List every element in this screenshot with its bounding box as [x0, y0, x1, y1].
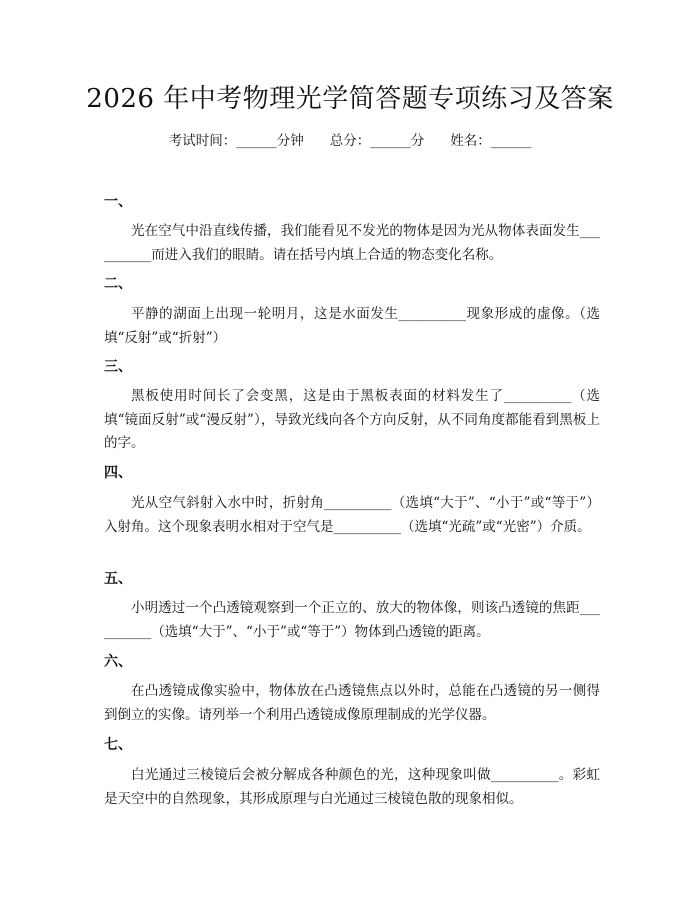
- exam-info: [0, 131, 700, 151]
- question-number: 四、: [104, 465, 132, 481]
- question-number: 五、: [104, 571, 132, 587]
- question-text: 平静的湖面上出现一轮明月，这是水面发生__________现象形成的虚像。（选填“反射”或“折射”）: [104, 306, 600, 346]
- question-text: 光在空气中沿直线传播，我们能看见不发光的物体是因为光从物体表面发生__________而进入我们的眼睛。请在括号内填上合适的物态变化名称。: [104, 223, 600, 263]
- question-text: 光从空气斜射入水中时，折射角__________（选填“大于”、“小于”或“等于”）入射角。这个现象表明水相对于空气是__________（选填“光疏”或“光密”）介质。: [104, 495, 600, 535]
- question-number: 七、: [104, 737, 132, 753]
- question-text: 小明透过一个凸透镜观察到一个正立的、放大的物体像，则该凸透镜的焦距__________（选填“大于”、“小于”或“等于”）物体到凸透镜的距离。: [104, 600, 600, 640]
- question-number: 一、: [104, 194, 132, 210]
- question-text: 白光通过三棱镜后会被分解成各种颜色的光，这种现象叫做__________。彩虹是天空中的自然现象，其形成原理与白光通过三棱镜色散的现象相似。: [104, 767, 600, 807]
- total-score-field: 总分：______分: [329, 133, 425, 149]
- name-field: 姓名：______: [450, 133, 532, 149]
- exam-time-field: 考试时间：______分钟: [168, 133, 304, 149]
- question-number: 三、: [104, 359, 132, 375]
- question-number: 二、: [104, 276, 132, 292]
- page-title: 2026 年中考物理光学简答题专项练习及答案: [86, 84, 614, 114]
- question-text: 黑板使用时间长了会变黑，这是由于黑板表面的材料发生了__________（选填“镜面反射”或“漫反射”），导致光线向各个方向反射，从不同角度都能看到黑板上的字。: [104, 388, 600, 451]
- question-text: 在凸透镜成像实验中，物体放在凸透镜焦点以外时，总能在凸透镜的另一侧得到倒立的实像。请列举一个利用凸透镜成像原理制成的光学仪器。: [104, 683, 600, 723]
- question-number: 六、: [104, 654, 132, 670]
